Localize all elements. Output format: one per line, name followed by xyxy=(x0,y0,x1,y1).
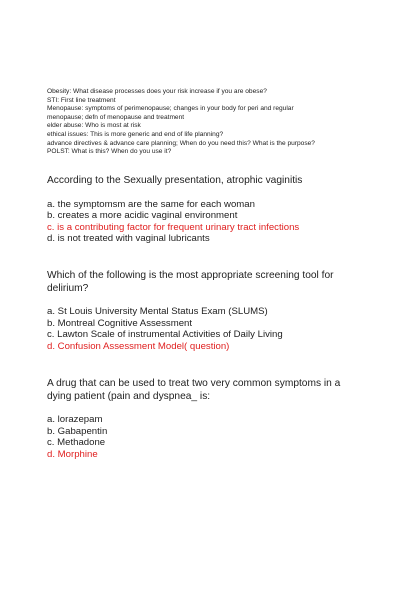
topic-line: Menopause: symptoms of perimenopause; changes in your body for peri and regular xyxy=(47,105,294,113)
topic-line: advance directives & advance care planning; When do you need this? What is the purpose? xyxy=(47,139,315,147)
answer-option-d-highlighted: d. Confusion Assessment Model( question) xyxy=(47,340,230,352)
topic-line: elder abuse: Who is most at risk xyxy=(47,122,141,130)
topic-line: menopause; defn of menopause and treatment xyxy=(47,113,185,121)
question-dying-patient-drug xyxy=(47,378,367,460)
topic-line: ethical issues: This is more generic and end of life planning? xyxy=(47,130,224,138)
study-topics-list xyxy=(47,88,367,157)
answer-option-a: a. lorazepam xyxy=(47,414,103,425)
answer-option-b: b. creates a more acidic vaginal environment xyxy=(47,210,238,222)
question-stem: Which of the following is the most appropriate screening tool for delirium? xyxy=(47,270,334,294)
answer-option-d: d. is not treated with vaginal lubricants xyxy=(47,233,210,245)
question-stem: A drug that can be used to treat two very common symptoms in a dying patient (pain and dyspnea_ is: xyxy=(47,378,341,402)
answer-option-a: a. St Louis University Mental Status Exam (SLUMS) xyxy=(47,306,268,317)
answer-option-b: b. Montreal Cognitive Assessment xyxy=(47,317,193,329)
answer-option-b: b. Gabapentin xyxy=(47,425,108,437)
topic-line: POLST: What is this? When do you use it? xyxy=(47,148,172,156)
answer-option-a: a. the symptomsm are the same for each woman xyxy=(47,198,255,210)
answer-option-c-highlighted: c. is a contributing factor for frequent urinary tract infections xyxy=(47,221,300,233)
question-atrophic-vaginitis xyxy=(47,175,367,245)
answer-option-c: c. Methadone xyxy=(47,437,106,449)
topic-line: STI: First line treatment xyxy=(47,96,116,104)
question-delirium-screening xyxy=(47,270,367,352)
question-stem: According to the Sexually presentation, atrophic vaginitis xyxy=(47,175,303,186)
answer-option-d-highlighted: d. Morphine xyxy=(47,448,98,460)
topic-line: Obesity: What disease processes does your risk increase if you are obese? xyxy=(47,88,267,95)
answer-option-c: c. Lawton Scale of instrumental Activities of Daily Living xyxy=(47,329,283,341)
